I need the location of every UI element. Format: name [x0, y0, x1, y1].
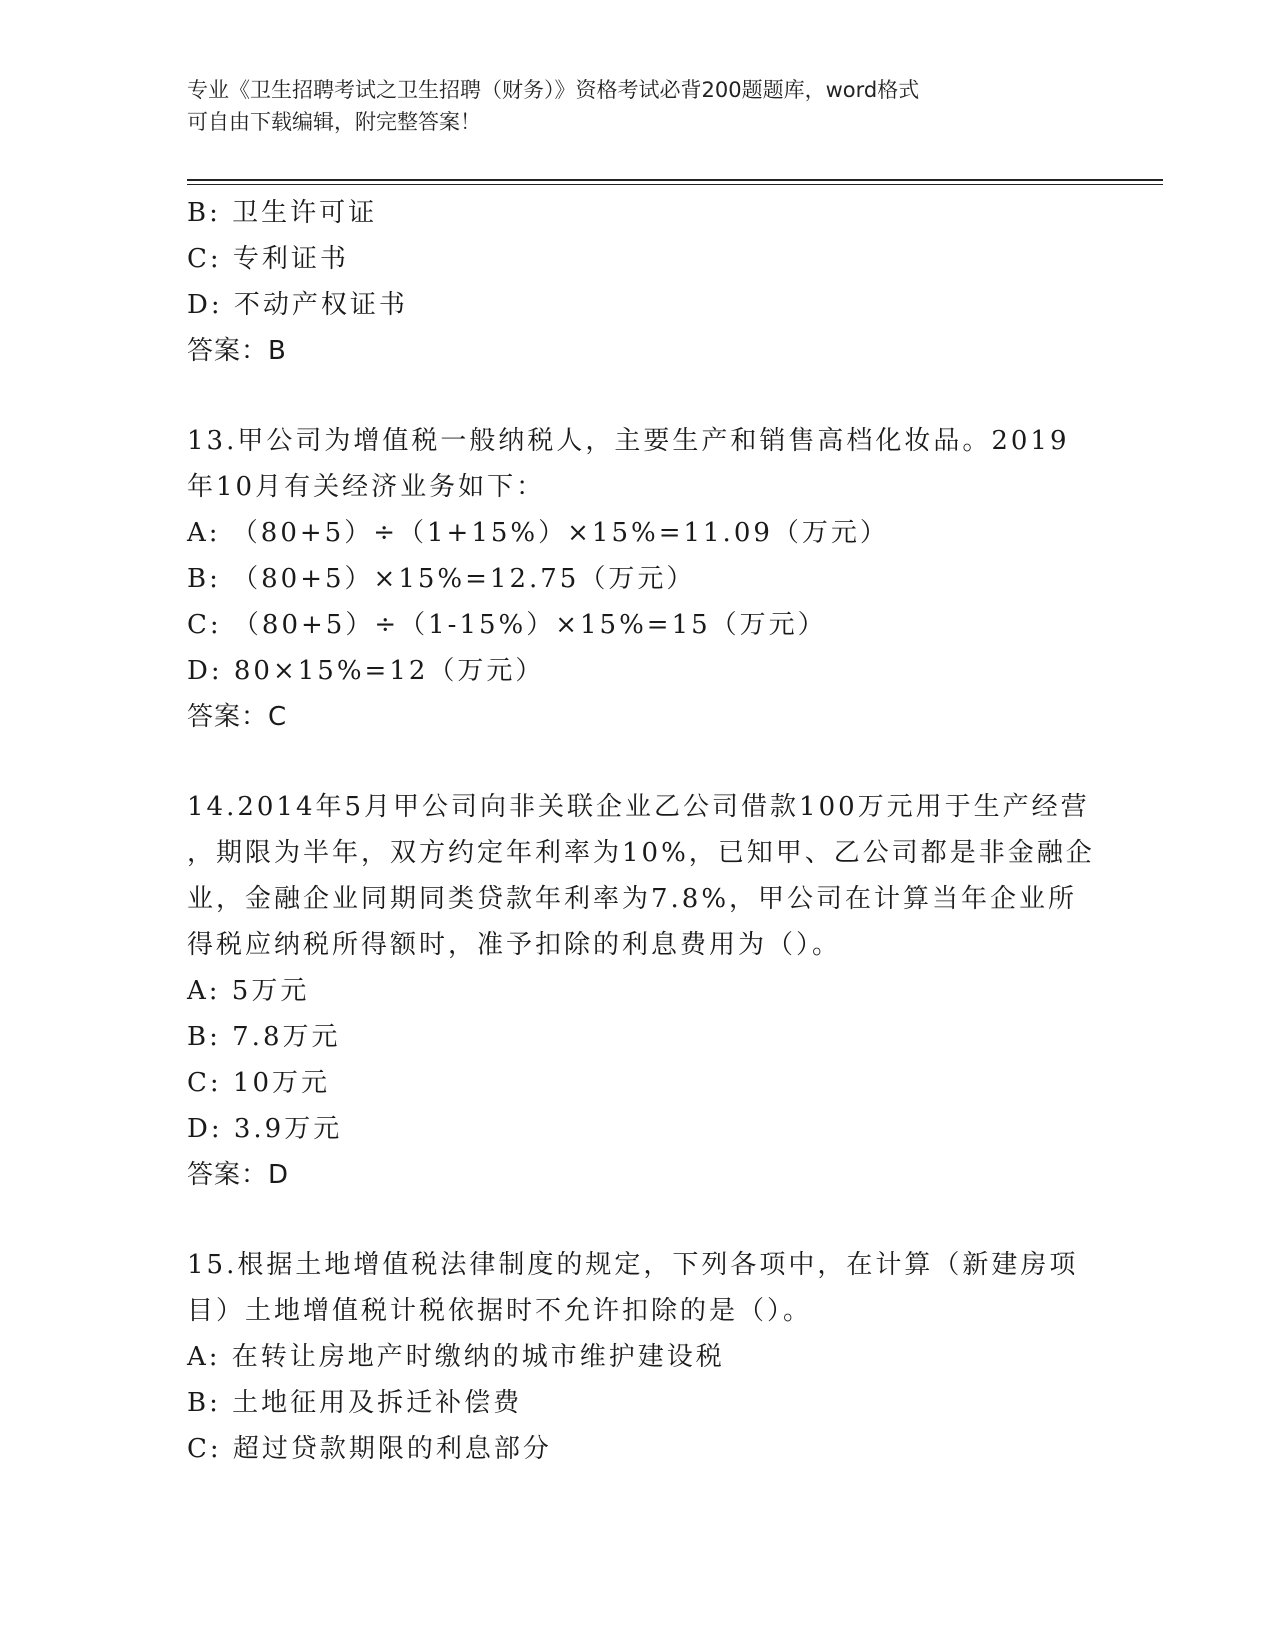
- option-d: D: 不动产权证书: [187, 290, 408, 320]
- option-d: D: 80×15%=12（万元）: [187, 656, 545, 686]
- spacer: [187, 740, 1087, 784]
- option-a: A: 5万元: [187, 976, 310, 1006]
- question-12: [187, 190, 1087, 374]
- question-stem: 14.2014年5月甲公司向非关联企业乙公司借款100万元用于生产经营: [187, 792, 1090, 822]
- question-15: [187, 1242, 1087, 1472]
- option-c: C: 10万元: [187, 1068, 331, 1098]
- option-a: A: 在转让房地产时缴纳的城市维护建设税: [187, 1342, 725, 1372]
- option-c: C: （80+5）÷（1-15%）×15%=15（万元）: [187, 610, 827, 640]
- option-c: C: 超过贷款期限的利息部分: [187, 1434, 552, 1464]
- question-13: [187, 418, 1087, 740]
- option-b: B: 7.8万元: [187, 1022, 341, 1052]
- question-stem: ，期限为半年，双方约定年利率为10%，已知甲、乙公司都是非金融企: [187, 838, 1095, 868]
- question-stem: 目）土地增值税计税依据时不允许扣除的是（）。: [187, 1296, 813, 1326]
- option-b: B: 卫生许可证: [187, 198, 378, 228]
- option-d: D: 3.9万元: [187, 1114, 343, 1144]
- option-b: B: 土地征用及拆迁补偿费: [187, 1388, 523, 1418]
- header-line-2: 可自由下载编辑，附完整答案！: [187, 110, 481, 134]
- option-a: A: （80+5）÷（1+15%）×15%=11.09（万元）: [187, 518, 889, 548]
- question-content: [187, 190, 1095, 1472]
- spacer: [187, 1198, 1087, 1242]
- question-stem: 15.根据土地增值税法律制度的规定，下列各项中，在计算（新建房项: [187, 1250, 1079, 1280]
- header-divider-thin: [187, 184, 1163, 185]
- spacer: [187, 374, 1087, 418]
- option-c: C: 专利证书: [187, 244, 349, 274]
- answer-line: 答案：D: [187, 1160, 290, 1190]
- question-stem: 13.甲公司为增值税一般纳税人，主要生产和销售高档化妆品。2019: [187, 426, 1070, 456]
- answer-line: 答案：B: [187, 336, 287, 366]
- answer-line: 答案：C: [187, 702, 288, 732]
- option-b: B: （80+5）×15%=12.75（万元）: [187, 564, 696, 594]
- header-line-1: 专业《卫生招聘考试之卫生招聘（财务）》资格考试必背200题题库，word格式: [187, 78, 920, 102]
- document-header: [187, 74, 1087, 138]
- question-stem: 年10月有关经济业务如下：: [187, 472, 546, 502]
- question-stem: 业，金融企业同期同类贷款年利率为7.8%，甲公司在计算当年企业所: [187, 884, 1078, 914]
- question-stem: 得税应纳税所得额时，准予扣除的利息费用为（）。: [187, 930, 842, 960]
- header-divider-thick: [187, 179, 1163, 181]
- question-14: [187, 784, 1095, 1198]
